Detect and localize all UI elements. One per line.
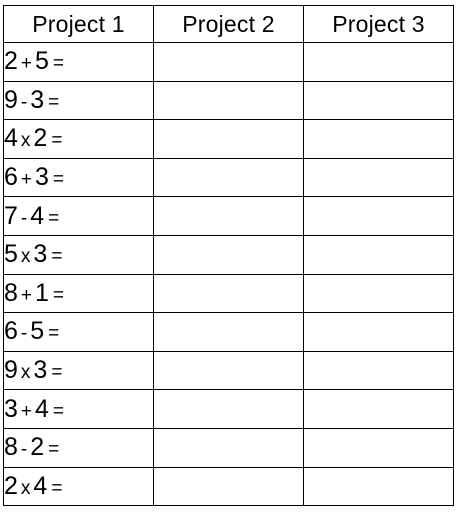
table-row — [4, 313, 454, 352]
answer-cell-project-2[interactable] — [154, 120, 304, 159]
operand-a: 5 — [4, 240, 18, 269]
operand-b: 4 — [33, 471, 48, 500]
equals-sign: = — [52, 284, 65, 306]
problem-expression — [4, 235, 154, 274]
operand-a: 8 — [4, 433, 18, 462]
answer-cell-project-2[interactable] — [154, 197, 304, 236]
operand-b: 3 — [33, 240, 48, 269]
table-row — [4, 467, 454, 506]
answer-cell-project-3[interactable] — [304, 428, 454, 467]
operator: - — [20, 439, 28, 461]
operator: x — [20, 246, 31, 268]
answer-cell-project-3[interactable] — [304, 235, 454, 274]
problem-expression — [4, 390, 154, 429]
problem-expression — [4, 467, 154, 506]
operator: + — [20, 53, 33, 75]
header-project-3: Project 3 — [304, 6, 454, 43]
operand-b: 3 — [30, 85, 45, 114]
answer-cell-project-3[interactable] — [304, 120, 454, 159]
operand-b: 3 — [33, 356, 48, 385]
answer-cell-project-3[interactable] — [304, 43, 454, 82]
problem-expression — [4, 158, 154, 197]
operator: + — [20, 284, 33, 306]
problem-expression — [4, 120, 154, 159]
operand-b: 5 — [35, 47, 49, 76]
table-row — [4, 81, 454, 120]
operand-a: 9 — [4, 356, 18, 385]
answer-cell-project-2[interactable] — [154, 158, 304, 197]
equals-sign: = — [51, 130, 63, 152]
answer-cell-project-2[interactable] — [154, 390, 304, 429]
operand-a: 9 — [4, 85, 18, 114]
answer-cell-project-3[interactable] — [304, 274, 454, 313]
operator: x — [20, 362, 31, 384]
answer-cell-project-3[interactable] — [304, 390, 454, 429]
answer-cell-project-2[interactable] — [154, 428, 304, 467]
answer-cell-project-3[interactable] — [304, 467, 454, 506]
table-row — [4, 235, 454, 274]
equals-sign: = — [52, 400, 65, 422]
problem-expression — [4, 274, 154, 313]
answer-cell-project-3[interactable] — [304, 197, 454, 236]
operand-a: 2 — [4, 47, 18, 76]
answer-cell-project-3[interactable] — [304, 158, 454, 197]
table-row — [4, 120, 454, 159]
table-row — [4, 428, 454, 467]
operator: - — [20, 207, 28, 229]
operand-b: 2 — [33, 124, 48, 153]
equals-sign: = — [51, 246, 63, 268]
answer-cell-project-2[interactable] — [154, 235, 304, 274]
operand-b: 4 — [35, 394, 49, 423]
answer-cell-project-3[interactable] — [304, 81, 454, 120]
answer-cell-project-2[interactable] — [154, 467, 304, 506]
answer-cell-project-2[interactable] — [154, 43, 304, 82]
operand-b: 1 — [35, 278, 49, 307]
header-project-1: Project 1 — [4, 6, 154, 43]
equals-sign: = — [48, 91, 60, 113]
operand-a: 8 — [4, 278, 18, 307]
operator: - — [20, 323, 28, 345]
operand-b: 5 — [30, 317, 45, 346]
problem-rows — [4, 43, 454, 506]
equals-sign: = — [48, 323, 60, 345]
problem-expression — [4, 81, 154, 120]
operator: - — [20, 91, 28, 113]
problem-expression — [4, 351, 154, 390]
operand-a: 4 — [4, 124, 18, 153]
operand-a: 6 — [4, 317, 18, 346]
worksheet-table — [3, 5, 454, 506]
answer-cell-project-2[interactable] — [154, 351, 304, 390]
operand-a: 3 — [4, 394, 18, 423]
equals-sign: = — [52, 53, 65, 75]
table-row — [4, 197, 454, 236]
answer-cell-project-3[interactable] — [304, 351, 454, 390]
operator: + — [20, 400, 33, 422]
operator: x — [20, 477, 31, 499]
problem-expression — [4, 428, 154, 467]
operand-b: 4 — [30, 201, 45, 230]
operand-b: 2 — [30, 433, 45, 462]
table-row — [4, 158, 454, 197]
equals-sign: = — [48, 207, 60, 229]
answer-cell-project-2[interactable] — [154, 274, 304, 313]
header-project-2: Project 2 — [154, 6, 304, 43]
answer-cell-project-2[interactable] — [154, 81, 304, 120]
operand-a: 2 — [4, 471, 18, 500]
header-row — [4, 6, 454, 43]
operand-a: 7 — [4, 201, 18, 230]
operator: + — [20, 169, 33, 191]
problem-expression — [4, 197, 154, 236]
table-row — [4, 43, 454, 82]
equals-sign: = — [51, 362, 63, 384]
operand-b: 3 — [35, 163, 49, 192]
problem-expression — [4, 313, 154, 352]
table-row — [4, 390, 454, 429]
equals-sign: = — [51, 477, 63, 499]
operand-a: 6 — [4, 163, 18, 192]
operator: x — [20, 130, 31, 152]
equals-sign: = — [48, 439, 60, 461]
answer-cell-project-3[interactable] — [304, 313, 454, 352]
problem-expression — [4, 43, 154, 82]
table-row — [4, 351, 454, 390]
equals-sign: = — [52, 169, 65, 191]
answer-cell-project-2[interactable] — [154, 313, 304, 352]
table-row — [4, 274, 454, 313]
